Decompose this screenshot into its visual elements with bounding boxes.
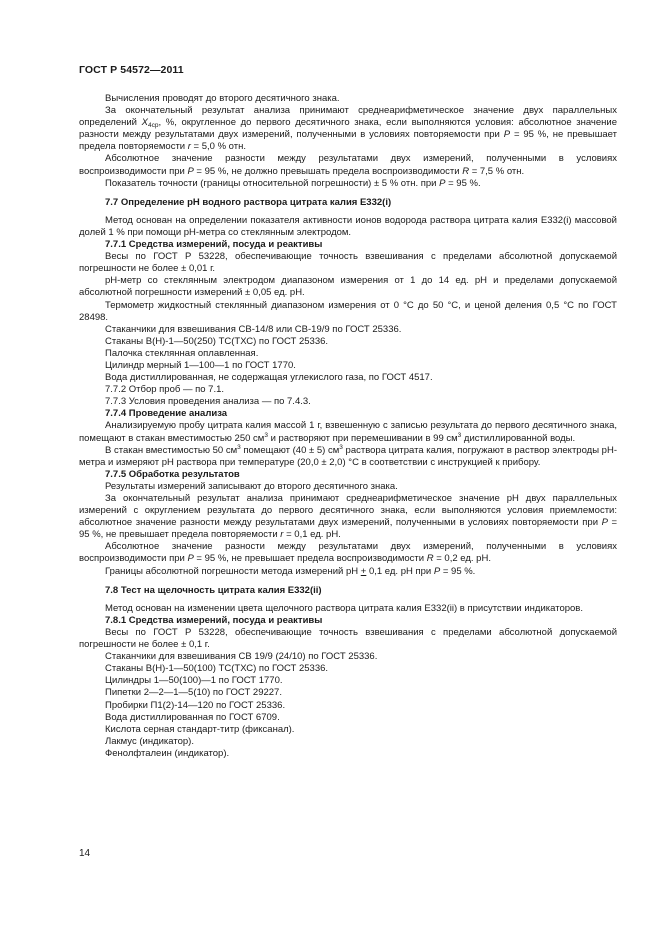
list-item: Стаканы В(Н)-1—50(250) ТС(ТХС) по ГОСТ 25336. (105, 335, 329, 347)
section-heading: 7.7 Определение pH водного раствора цитрата калия Е332(i) (105, 196, 392, 208)
paragraph: Вычисления проводят до второго десятичного знака. (105, 93, 340, 104)
list-item: Пробирки П1(2)-14—120 по ГОСТ 25336. (105, 699, 286, 711)
list-item: Цилиндры 1—50(100)—1 по ГОСТ 1770. (105, 675, 283, 687)
list-item: 7.7.2 Отбор проб — по 7.1. (105, 384, 225, 396)
paragraph: Абсолютное значение разности между результатами двух измерений, полученными в условиях воспроизводимости при P = 95 %, не превышает предела воспроизводимости R = 0,2 ед. pH. (79, 541, 617, 565)
page-number: 14 (79, 848, 91, 859)
subsection-heading: 7.8.1 Средства измерений, посуда и реактивы (105, 614, 323, 626)
list-item: Фенолфталеин (индикатор). (105, 747, 230, 759)
paragraph: Результаты измерений записывают до второго десятичного знака. (105, 480, 398, 492)
section-heading: 7.8 Тест на щелочность цитрата калия Е332(ii) (105, 584, 322, 596)
list-item: Стаканчики для взвешивания СВ 19/9 (24/10) по ГОСТ 25336. (105, 651, 378, 663)
subsection-heading: 7.7.5 Обработка результатов (105, 468, 240, 480)
list-item: Вода дистиллированная, не содержащая углекислого газа, по ГОСТ 4517. (105, 372, 433, 384)
list-item: Стаканы В(Н)-1—50(100) ТС(ТХС) по ГОСТ 25336. (105, 663, 329, 675)
subsection-heading: 7.7.1 Средства измерений, посуда и реактивы (105, 239, 323, 251)
paragraph: Метод основан на определении показателя активности ионов водорода раствора цитрата калия Е332(i) массовой долей 1 % при помощи pH-метра со стеклянным электродом. (79, 214, 617, 238)
list-item: Кислота серная стандарт-титр (фиксанал). (105, 723, 295, 735)
list-item: Пипетки 2—2—1—5(10) по ГОСТ 29227. (105, 687, 282, 699)
paragraph: Анализируемую пробу цитрата калия массой 1 г, взвешенную с записью результата до первого десятичного знака, помещают в стакан вместимостью 250 $см^3$ и растворяют при перемешивании в 99 $см^3$ дистиллированной воды. (79, 420, 617, 444)
paragraph: За окончательный результат анализа принимают среднеарифметическое значение pH двух параллельных измерений с округлением результата до первого десятичного знака, если выполняются условия приемлемости: абсолютное значение разности между результатами двух измерений, полученными в условиях повторяемости при P = 95 %, не превышает предела повторяемости r = 0,1 ед. pH. (79, 493, 618, 541)
list-item: Вода дистиллированная по ГОСТ 6709. (105, 711, 280, 723)
list-item: Стаканчики для взвешивания СВ-14/8 или СВ-19/9 по ГОСТ 25336. (105, 323, 402, 335)
list-item: 7.7.3 Условия проведения анализа — по 7.4.3. (105, 396, 311, 408)
list-item: Лакмус (индикатор). (105, 735, 194, 747)
paragraph: Границы абсолютной погрешности метода измерений pH + 0,1 ед. pH при P = 95 %. (105, 565, 476, 577)
list-item: Палочка стеклянная оплавленная. (105, 347, 259, 359)
paragraph: За окончательный результат анализа принимают среднеарифметическое значение двух параллельных определений $X_{4ср}$, %, округленное до первого десятичного знака, если выполняются условия: абсолютное значение разности между результатами двух измерений, полученными в условиях повторяемости при P = 95 %, не превышает предела повторяемости r = 5,0 % отн. (79, 105, 618, 153)
document-body (79, 93, 617, 760)
paragraph: Термометр жидкостный стеклянный диапазоном измерения от 0 °С до 50 °С, и ценой деления 0,5 °С по ГОСТ 28498. (79, 299, 617, 323)
list-item: Цилиндр мерный 1—100—1 по ГОСТ 1770. (105, 359, 296, 371)
paragraph: Весы по ГОСТ Р 53228, обеспечивающие точность взвешивания с пределами абсолютной допускаемой погрешности не более ± 0,01 г. (79, 251, 617, 275)
paragraph: pH-метр со стеклянным электродом диапазоном измерения от 1 до 14 ед. pH и пределами допускаемой абсолютной погрешности измерений ± 0,05 ед. pH. (79, 275, 617, 299)
subsection-heading: 7.7.4 Проведение анализа (105, 408, 228, 420)
paragraph: Абсолютное значение разности между результатами двух измерений, полученными в условиях воспроизводимости при P = 95 %, не должно превышать предела воспроизводимости R = 7,5 % отн. (79, 153, 617, 177)
paragraph: Метод основан на изменении цвета щелочного раствора цитрата калия Е332(ii) в присутствии индикаторов. (105, 602, 583, 614)
paragraph: Весы по ГОСТ Р 53228, обеспечивающие точность взвешивания с пределами абсолютной допускаемой погрешности не более ± 0,1 г. (79, 626, 617, 651)
page-header: ГОСТ Р 54572—2011 (79, 64, 184, 76)
paragraph: В стакан вместимостью 50 $см^3$ помещают (40 ± 5) $см^3$ раствора цитрата калия, погружают в раствор электроды pH-метра и измеряют pH раствора при температуре (20,0 ± 2,0) °С в соответствии с инструкцией к прибору. (79, 443, 617, 468)
paragraph: Показатель точности (границы относительной погрешности) ± 5 % отн. при P = 95 %. (105, 177, 481, 189)
